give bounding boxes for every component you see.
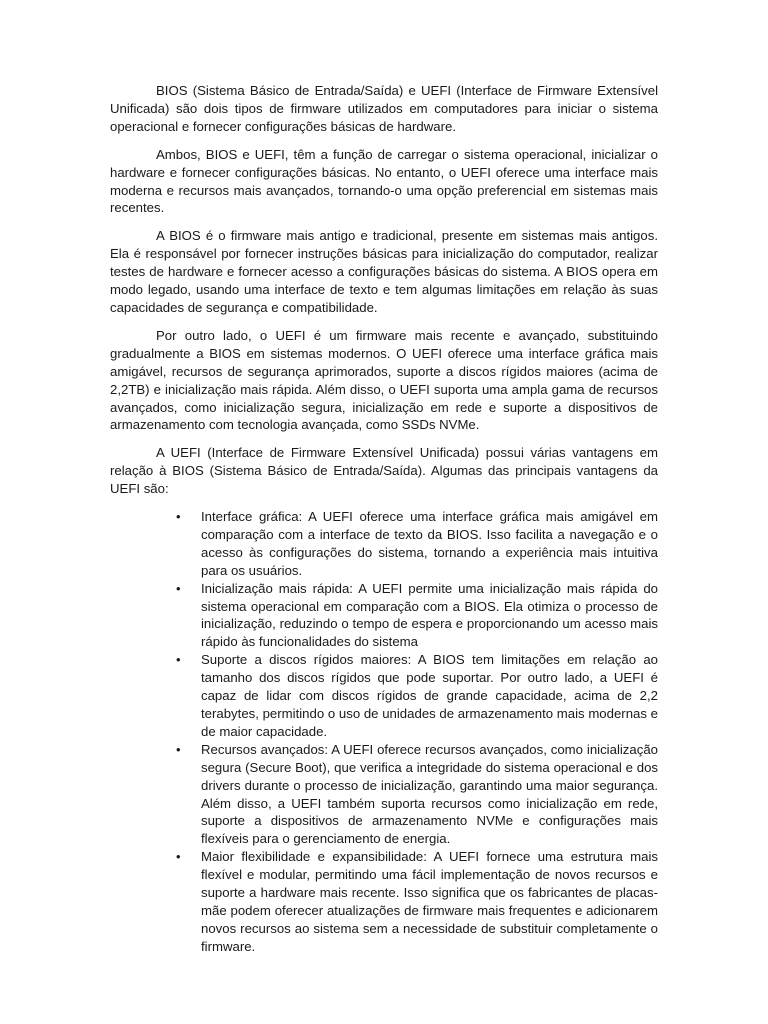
paragraph-bios-uefi-intro: BIOS (Sistema Básico de Entrada/Saída) e UEFI (Interface de Firmware Extensível Unificada) são dois tipos de firmware utilizados em computadores para iniciar o sistema operacional e fornecer configurações básicas de hardware. [110, 83, 658, 134]
paragraph-bios-description: A BIOS é o firmware mais antigo e tradicional, presente em sistemas mais antigos. Ela é responsável por fornecer instruções básicas para inicialização do computador, realizar testes de hardware e fornecer acesso a configurações básicas do sistema. A BIOS opera em modo legado, usando uma interface de texto e tem algumas limitações em relação às suas capacidades de segurança e compatibilidade. [110, 228, 658, 315]
paragraph-uefi-advantages-intro: A UEFI (Interface de Firmware Extensível Unificada) possui várias vantagens em relação à BIOS (Sistema Básico de Entrada/Saída). Algumas das principais vantagens da UEFI são: [110, 445, 658, 497]
list-item-text: Inicialização mais rápida: A UEFI permite uma inicialização mais rápida do sistema operacional em comparação com a BIOS. Ela otimiza o processo de inicialização, reduzindo o tempo de espera e proporcionando um acesso mais rápido às funcionalidades do sistema [201, 580, 658, 650]
document-page [110, 82, 658, 956]
bullet-icon: • [176, 509, 181, 525]
advantages-list [110, 508, 658, 956]
list-item-text: Interface gráfica: A UEFI oferece uma interface gráfica mais amigável em comparação com a interface de texto da BIOS. Isso facilita a navegação e o acesso às configurações do sistema, tornando a experiência mais intuitiva para os usuários. [201, 509, 658, 578]
bullet-icon: • [176, 741, 181, 757]
paragraph-both-functions: Ambos, BIOS e UEFI, têm a função de carregar o sistema operacional, inicializar o hardware e fornecer configurações básicas. No entanto, o UEFI oferece uma interface mais moderna e recursos mais avançados, tornando-o uma opção preferencial em sistemas mais recentes. [110, 146, 658, 216]
list-item [176, 508, 658, 580]
list-item-text: Suporte a discos rígidos maiores: A BIOS tem limitações em relação ao tamanho dos discos rígidos que pode suportar. Por outro lado, a UEFI é capaz de lidar com discos rígidos de grande capacidade, acima de 2,2 terabytes, permitindo o uso de unidades de armazenamento mais modernas e de maior capacidade. [201, 652, 658, 739]
list-item [176, 651, 658, 741]
list-item [176, 741, 658, 848]
list-item-text: Recursos avançados: A UEFI oferece recursos avançados, como inicialização segura (Secure Boot), que verifica a integridade do sistema operacional e dos drivers durante o processo de inicialização, garantindo uma maior segurança. Além disso, a UEFI também suporta recursos como inicialização em rede, suporte a dispositivos de armazenamento NVMe e configurações mais flexíveis para o gerenciamento de energia. [201, 741, 658, 847]
list-item-text: Maior flexibilidade e expansibilidade: A UEFI fornece uma estrutura mais flexível e modular, permitindo uma fácil implementação de novos recursos e suporte a hardware mais recente. Isso significa que os fabricantes de placas-mãe podem oferecer atualizações de firmware mais frequentes e adicionarem novos recursos ao sistema sem a necessidade de substituir completamente o firmware. [201, 849, 658, 954]
bullet-icon: • [176, 580, 181, 596]
list-item [176, 580, 658, 652]
list-item [176, 848, 658, 955]
bullet-icon: • [176, 849, 181, 865]
bullet-icon: • [176, 652, 181, 668]
paragraph-uefi-description: Por outro lado, o UEFI é um firmware mais recente e avançado, substituindo gradualmente a BIOS em sistemas modernos. O UEFI oferece uma interface gráfica mais amigável, recursos de segurança aprimorados, suporte a discos rígidos maiores (acima de 2,2TB) e inicialização mais rápida. Além disso, o UEFI suporta uma ampla gama de recursos avançados, como inicialização segura, inicialização em rede e suporte a dispositivos de armazenamento com tecnologia avançada, como SSDs NVMe. [110, 327, 658, 433]
